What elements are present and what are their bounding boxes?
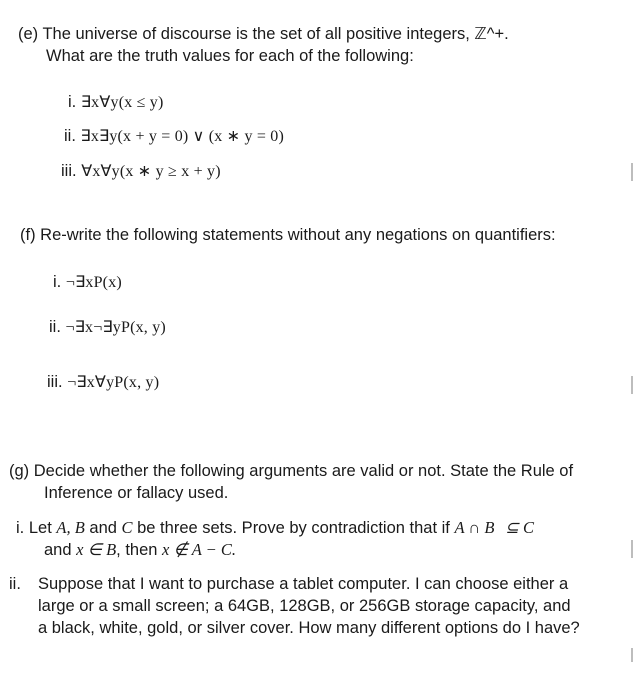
item-number: ii. — [64, 127, 76, 145]
item-number: i. — [16, 519, 25, 537]
item-number: i. — [68, 93, 77, 111]
page-edge-mark — [631, 163, 633, 181]
part-e-item-3 — [61, 161, 221, 182]
math-sets: A, B — [56, 518, 85, 537]
math-membership: x ∈ B — [76, 540, 117, 559]
page-edge-mark — [631, 376, 633, 394]
part-g-question-2-line2: large or a small screen; a 64GB, 128GB, or 256GB storage capacity, and — [38, 597, 571, 615]
item-number: i. — [53, 273, 62, 291]
math-subset: ⊆ C — [505, 518, 535, 537]
page-edge-mark — [631, 540, 633, 558]
math-expression: ¬∃x∀yP(x, y) — [67, 374, 160, 391]
part-e-item-1 — [68, 92, 164, 113]
math-set-c: C — [121, 518, 133, 537]
part-f-heading: (f) Re-write the following statements without any negations on quantifiers: — [20, 226, 556, 244]
page-edge-mark — [631, 648, 633, 662]
part-g-heading-line1: (g) Decide whether the following arguments are valid or not. State the Rule of — [9, 462, 574, 480]
part-f-item-2 — [49, 317, 166, 338]
math-conclusion: x ∉ A − C. — [162, 540, 236, 559]
math-expression: ∃x∀y(x ≤ y) — [80, 94, 164, 111]
math-expression: ¬∃x¬∃yP(x, y) — [65, 319, 166, 336]
item-number: iii. — [47, 373, 63, 391]
item-number: ii. — [49, 318, 61, 336]
math-expression: ∃x∃y(x + y = 0) ∨ (x ∗ y = 0) — [80, 128, 285, 145]
part-g-heading-line2: Inference or fallacy used. — [44, 484, 229, 502]
part-e-subheading: What are the truth values for each of the following: — [46, 47, 414, 65]
part-f-item-1 — [53, 272, 122, 293]
math-expression: ¬∃xP(x) — [65, 274, 122, 291]
part-g-question-1-line2: and x ∈ B, then x ∉ A − C. — [44, 540, 236, 559]
item-number: iii. — [61, 162, 77, 180]
part-g-question-2-line1: Suppose that I want to purchase a tablet computer. I can choose either a — [38, 575, 569, 593]
part-f-item-3 — [47, 372, 159, 393]
part-e-heading: (e) The universe of discourse is the set of all positive integers, ℤ^+. — [18, 25, 509, 43]
part-g-question-1-line1: i. Let A, B and C be three sets. Prove by contradiction that if A ∩ B ⊆ C — [16, 518, 535, 537]
math-intersection: A ∩ B — [454, 518, 495, 537]
part-e-item-2 — [64, 126, 284, 147]
math-expression: ∀x∀y(x ∗ y ≥ x + y) — [81, 163, 221, 180]
part-g-question-2-number: ii. — [9, 575, 21, 593]
part-g-question-2-line3: a black, white, gold, or silver cover. How many different options do I have? — [38, 619, 580, 637]
